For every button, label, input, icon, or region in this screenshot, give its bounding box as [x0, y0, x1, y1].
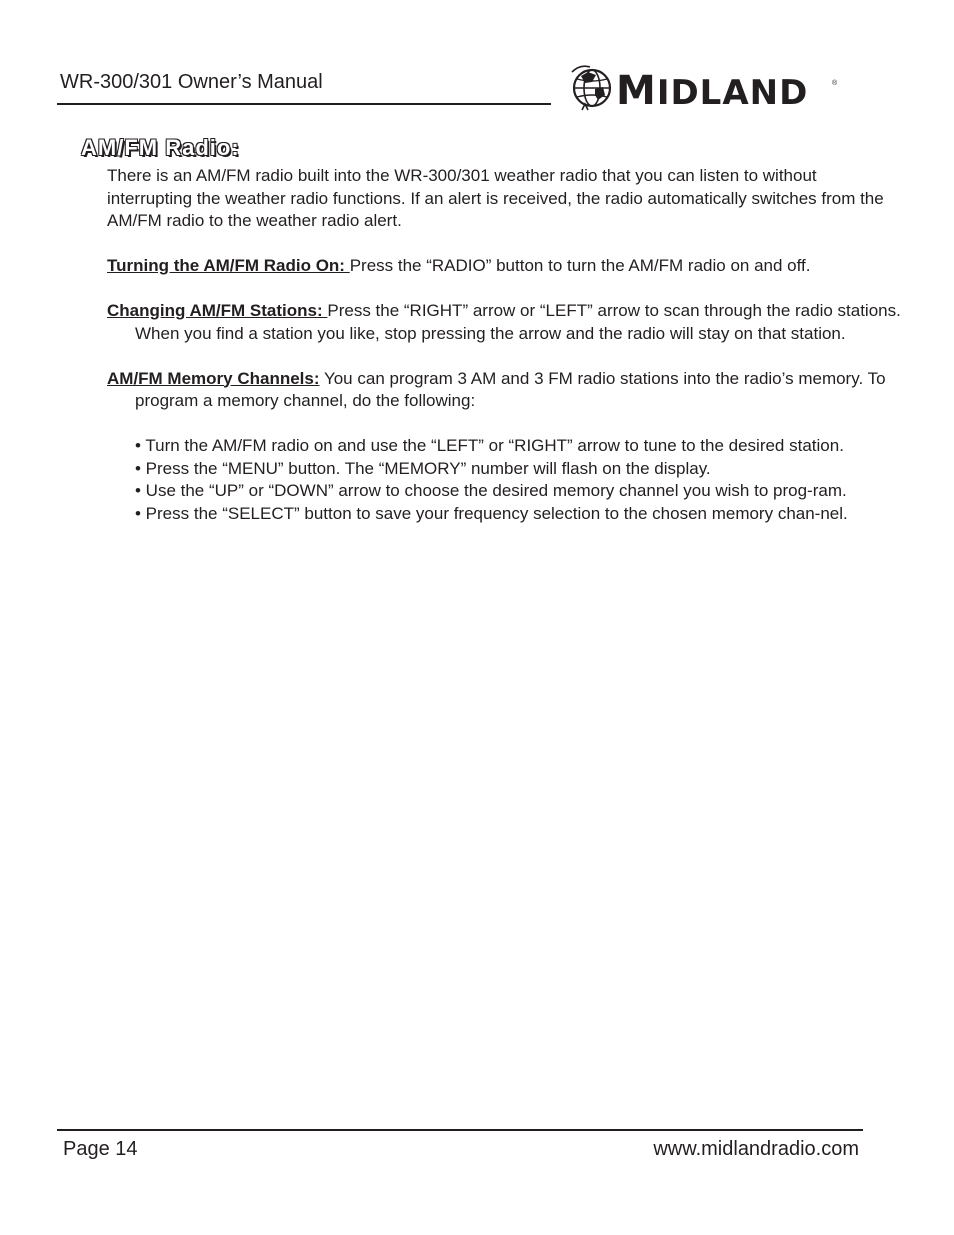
globe-icon — [568, 58, 618, 116]
memory-channels-paragraph — [107, 368, 902, 413]
list-item: • Use the “UP” or “DOWN” arrow to choose the desired memory channel you wish to prog-ram. — [135, 481, 847, 500]
changing-stations-lead: Changing AM/FM Stations: — [107, 301, 328, 320]
memory-channels-text: You can program 3 AM and 3 FM radio stations into the radio’s memory. To program a memory channel, do the following: — [135, 368, 886, 410]
memory-steps-list — [107, 435, 902, 525]
changing-stations-text: Press the “RIGHT” arrow or “LEFT” arrow to scan through the radio stations. When you find a station you like, stop pressing the arrow and the radio will stay on that station. — [135, 301, 901, 343]
logo-brand-initial: M — [616, 68, 657, 114]
page-number: Page 14 — [63, 1138, 138, 1160]
list-item: • Press the “MENU” button. The “MEMORY” number will flash on the display. — [135, 458, 711, 478]
turning-on-lead: Turning the AM/FM Radio On: — [107, 256, 350, 275]
changing-stations-paragraph — [107, 300, 902, 345]
section-body — [107, 165, 902, 525]
header-divider — [57, 103, 551, 105]
logo-brand-text: IDLAND — [656, 73, 809, 113]
section-title: AM/FM Radio: — [81, 135, 240, 160]
turning-on-paragraph — [107, 255, 902, 278]
turning-on-text: Press the “RADIO” button to turn the AM/FM radio on and off. — [349, 256, 811, 275]
midland-logo — [568, 58, 842, 116]
manual-title: WR-300/301 Owner’s Manual — [60, 71, 323, 93]
list-item: • Press the “SELECT” button to save your frequency selection to the chosen memory chan-nel. — [135, 503, 848, 523]
footer-divider — [57, 1129, 863, 1131]
list-item: • Turn the AM/FM radio on and use the “LEFT” or “RIGHT” arrow to tune to the desired station. — [135, 436, 844, 455]
registered-mark: ® — [832, 80, 838, 87]
website-url: www.midlandradio.com — [653, 1138, 859, 1160]
intro-paragraph: There is an AM/FM radio built into the WR-300/301 weather radio that you can listen to without interrupting the weather radio functions. If an alert is received, the radio automatically switches from the AM/FM radio to the weather radio alert. — [107, 166, 884, 230]
memory-channels-lead: AM/FM Memory Channels: — [107, 368, 320, 388]
